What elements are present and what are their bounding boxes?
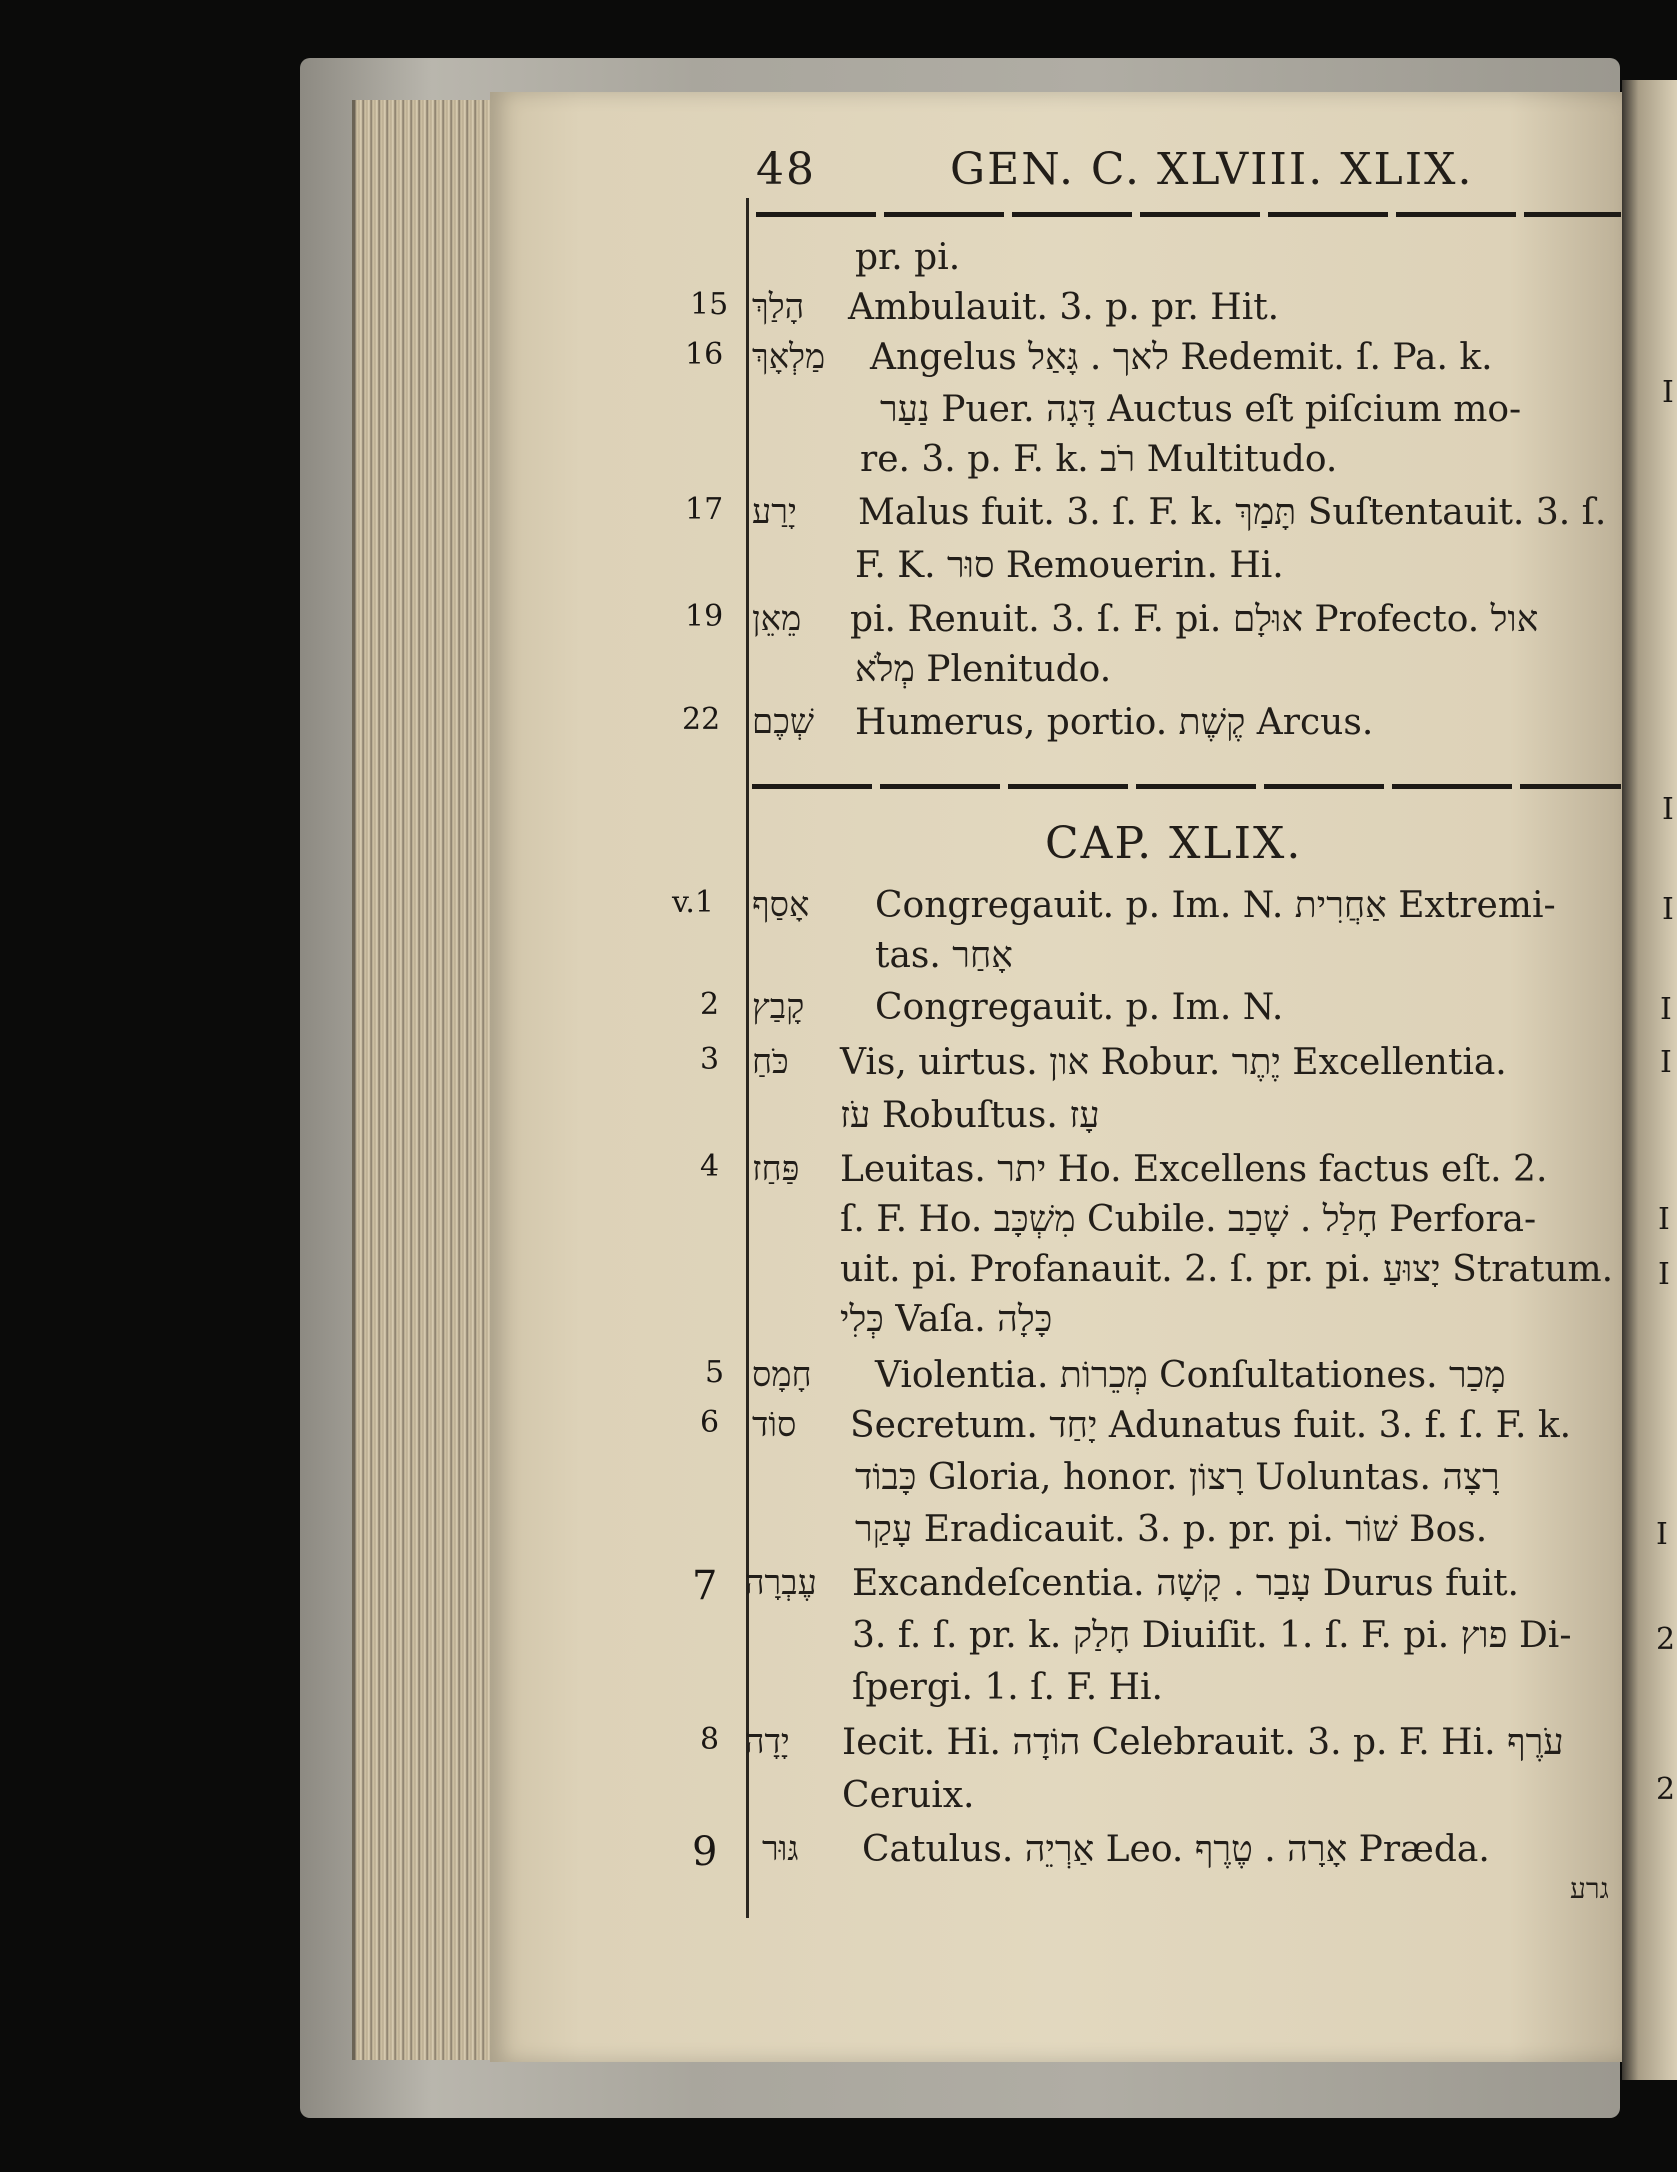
- verse-number: 15: [690, 287, 729, 322]
- verse-number: 5: [705, 1355, 725, 1390]
- entry-line: uit. pi. Profanauit. 2. ſ. pr. pi. יָצוּעַ Stratum.: [840, 1249, 1614, 1290]
- catchword: גרע: [1570, 1872, 1609, 1905]
- hebrew-headword: מַלְאָךְ: [752, 337, 826, 377]
- entry-line: Violentia. מְכֵרוֹת Conſultationes. מָכַר: [875, 1355, 1506, 1396]
- hebrew-headword: מֵאֵן: [752, 599, 802, 639]
- facing-page-fragment: I: [1660, 1045, 1672, 1080]
- facing-page-fragment: I: [1660, 992, 1672, 1027]
- entry-line: pi. Renuit. 3. ſ. F. pi. אוּלָם Profecto. אול: [850, 599, 1539, 640]
- hebrew-headword: הָלַךְ: [752, 287, 805, 327]
- hebrew-headword: אָסַף: [752, 885, 810, 925]
- hebrew-headword: גּוּר: [762, 1829, 799, 1869]
- entry-line: Malus fuit. 3. ſ. F. k. תָּמַךְ Suſtentauit. 3. ſ.: [858, 492, 1607, 533]
- hebrew-headword: שְׁכֶם: [752, 702, 814, 742]
- page-number: 48: [756, 144, 816, 195]
- verse-number: 6: [700, 1405, 720, 1440]
- verse-number: 22: [682, 702, 721, 737]
- facing-page-fragment: I: [1662, 375, 1674, 410]
- entry-line: Vis, uirtus. און Robur. יֶתֶר Excellentia.: [840, 1042, 1507, 1083]
- header-rule: [756, 212, 1621, 217]
- verse-number: v.1: [672, 885, 715, 920]
- running-head: GEN. C. XLVIII. XLIX.: [950, 144, 1474, 195]
- facing-page-fragment: I: [1658, 1257, 1670, 1292]
- hebrew-headword: סוֹד: [752, 1405, 797, 1445]
- hebrew-headword: כֹּחַ: [752, 1042, 789, 1082]
- section-rule: [752, 784, 1621, 789]
- verse-number: 8: [700, 1722, 720, 1757]
- entry-line: Excandeſcentia. עָבַר . קָשָׁה Durus fuit.: [852, 1563, 1520, 1604]
- facing-page-fragment: I: [1658, 1202, 1670, 1237]
- entry-line: כְּלִי Vaſa. כָּלָה: [840, 1299, 1053, 1340]
- facing-page-fragment: I: [1662, 892, 1674, 927]
- entry-line: Congregauit. p. Im. N. אַחֲרִית Extremi-: [875, 885, 1556, 926]
- column-rule: [746, 198, 749, 1918]
- entry-line: Secretum. יָחַד Adunatus fuit. 3. f. ſ. F. k.: [850, 1405, 1572, 1446]
- entry-line: pr. pi.: [855, 237, 961, 278]
- hebrew-headword: קָבַץ: [752, 987, 805, 1027]
- hebrew-headword: פַּחַז: [752, 1149, 800, 1189]
- verse-number: 19: [685, 599, 724, 634]
- verse-number: 2: [700, 987, 720, 1022]
- entry-line: Angelus לאך . גָּאַל Redemit. ſ. Pa. k.: [870, 337, 1493, 378]
- hebrew-headword: יָדָה: [745, 1722, 790, 1762]
- entry-line: Ceruix.: [842, 1775, 975, 1816]
- entry-line: F. K. סוּר Remouerin. Hi.: [855, 545, 1284, 586]
- entry-line: נַעַר Puer. דָּגָה Auctus eſt piſcium mo-: [880, 389, 1522, 430]
- hebrew-headword: חָמָס: [752, 1355, 812, 1395]
- verse-number: 16: [685, 337, 724, 372]
- entry-line: 3. f. ſ. pr. k. חָלַק Diuiſit. 1. ſ. F. pi. פוץ Di-: [852, 1615, 1572, 1656]
- entry-line: עֹז Robuſtus. עָז: [840, 1095, 1100, 1136]
- entry-line: tas. אָחַר: [875, 935, 1013, 976]
- entry-line: כָּבוֹד Gloria, honor. רָצוֹן Uoluntas. רָצָה: [855, 1457, 1500, 1498]
- facing-page-fragment: 2: [1656, 1622, 1676, 1657]
- entry-line: Ambulauit. 3. p. pr. Hit.: [848, 287, 1280, 328]
- entry-line: Catulus. אַרְיֵה Leo. אָרָה . טֶרֶף Præda.: [862, 1829, 1490, 1870]
- chapter-title: CAP. XLIX.: [1045, 818, 1303, 869]
- page-edges: [352, 100, 493, 2060]
- entry-line: ſpergi. 1. ſ. F. Hi.: [852, 1667, 1163, 1708]
- entry-line: עָקַר Eradicauit. 3. p. pr. pi. שׁוֹר Bos.: [855, 1509, 1488, 1550]
- entry-line: מְלֹא Plenitudo.: [855, 649, 1112, 690]
- verse-number: 7: [692, 1563, 718, 1609]
- verse-number: 4: [700, 1149, 720, 1184]
- facing-page-fragment: I: [1656, 1517, 1668, 1552]
- hebrew-headword: יָרַע: [752, 492, 797, 532]
- facing-page-fragment: I: [1662, 792, 1674, 827]
- entry-line: Congregauit. p. Im. N.: [875, 987, 1284, 1028]
- facing-page-fragment: 2: [1656, 1772, 1676, 1807]
- entry-line: Humerus, portio. קֶשֶׁת Arcus.: [855, 702, 1374, 743]
- entry-line: re. 3. p. F. k. רֹב Multitudo.: [860, 439, 1338, 480]
- hebrew-headword: עֶבְרָה: [745, 1563, 817, 1603]
- entry-line: ſ. F. Ho. מִשְׁכָּב Cubile. חָלַל . שָׁכַב Perfora-: [840, 1199, 1537, 1240]
- verse-number: 17: [685, 492, 724, 527]
- verse-number: 3: [700, 1042, 720, 1077]
- entry-line: Iecit. Hi. הוֹדָה Celebrauit. 3. p. F. Hi. עֹרֶף: [842, 1722, 1564, 1763]
- entry-line: Leuitas. יתר Ho. Excellens factus eſt. 2.: [840, 1149, 1548, 1190]
- verse-number: 9: [692, 1829, 718, 1875]
